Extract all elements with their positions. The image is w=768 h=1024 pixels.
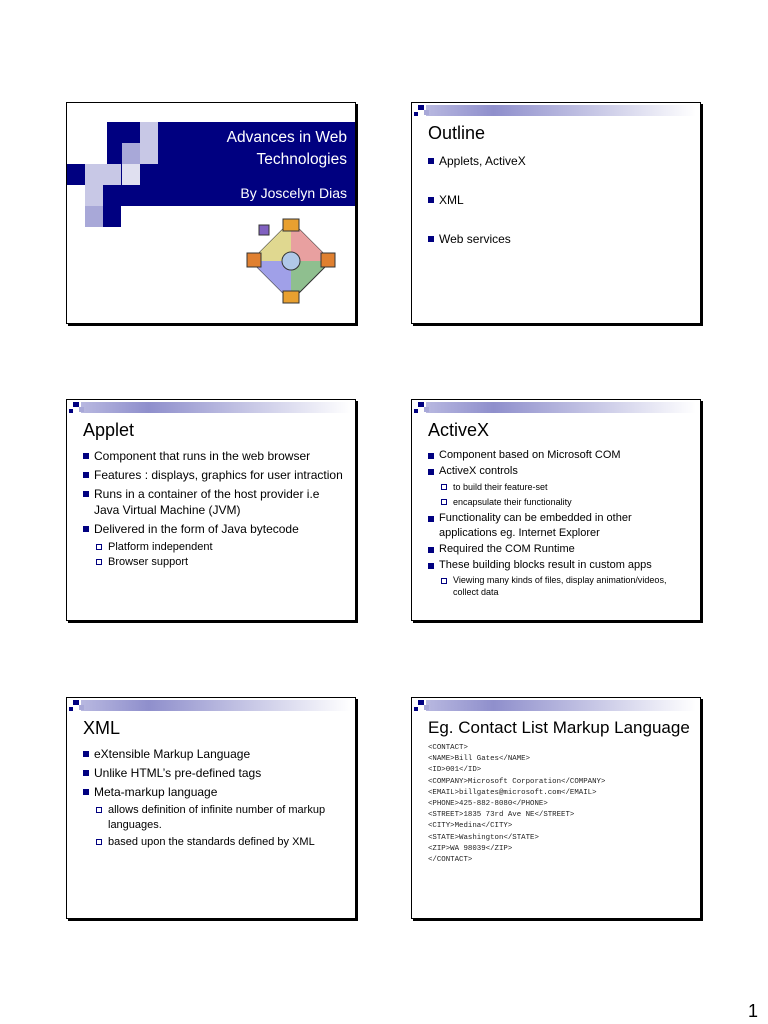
code-line: <CONTACT>	[428, 744, 468, 752]
slide-heading: ActiveX	[428, 420, 490, 440]
slide-heading: Outline	[428, 123, 486, 143]
sub-bullet-item: Browser support	[83, 555, 345, 569]
bullet-item: These building blocks result in custom apps	[428, 558, 690, 573]
slide-title	[66, 102, 356, 324]
slide-activex	[411, 399, 701, 621]
sub-bullet-item: based upon the standards defined by XML	[83, 835, 345, 850]
code-line: <PHONE>425-882-8080</PHONE>	[428, 800, 548, 809]
xml-code-block	[428, 743, 605, 866]
bullet-item: ActiveX controls	[428, 464, 690, 479]
sub-bullet-item: allows definition of infinite number of markup languages.	[83, 803, 345, 833]
sub-bullet-item: to build their feature-set	[428, 480, 690, 495]
code-line: <STATE>Washington</STATE>	[428, 833, 539, 842]
slide-outline	[411, 102, 701, 324]
bullet-item: Meta-markup language	[83, 784, 345, 800]
slide-xml	[66, 697, 356, 919]
slide-contact-list	[411, 697, 701, 919]
page-number: 1	[747, 1001, 758, 1021]
code-line: </CONTACT>	[428, 856, 473, 865]
corner-decoration	[412, 400, 701, 420]
slide-heading: XML	[83, 718, 121, 738]
code-line: <NAME>Bill Gates</NAME>	[428, 755, 531, 764]
corner-decoration	[412, 103, 701, 123]
bullet-item: Delivered in the form of Java bytecode	[83, 521, 345, 537]
slide-heading: Applet	[83, 420, 135, 440]
sub-bullet-item: encapsulate their functionality	[428, 495, 690, 510]
bullet-item: Features : displays, graphics for user intraction	[83, 467, 345, 483]
code-line: <EMAIL>billgates@microsoft.com</EMAIL>	[428, 788, 597, 797]
code-line: <STREET>1835 73rd Ave NE</STREET>	[428, 811, 575, 820]
slide-heading: Eg. Contact List Markup Language	[428, 718, 690, 737]
bullet-item: XML	[428, 192, 690, 208]
corner-decoration	[67, 400, 356, 420]
sub-bullet-item: Platform independent	[83, 540, 345, 554]
code-line: <COMPANY>Microsoft Corporation</COMPANY>	[428, 777, 606, 786]
bullet-item: Runs in a container of the host provider i.e Java Virtual Machine (JVM)	[83, 486, 345, 518]
bullet-item: Component that runs in the web browser	[83, 448, 345, 464]
code-line: <ID>001</ID>	[428, 766, 482, 775]
bullet-item: Component based on Microsoft COM	[428, 448, 690, 463]
corner-decoration	[412, 698, 701, 718]
presentation-author: By Joscelyn Dias	[240, 185, 347, 201]
slide-applet	[66, 399, 356, 621]
bullet-item: Functionality can be embedded in other applications eg. Internet Explorer	[428, 511, 690, 541]
bullet-item: Web services	[428, 231, 690, 247]
corner-decoration	[67, 698, 356, 718]
bullet-item: eXtensible Markup Language	[83, 746, 345, 762]
network-computers-icon	[245, 215, 337, 307]
bullet-item: Applets, ActiveX	[428, 153, 690, 169]
bullet-item: Unlike HTML’s pre-defined tags	[83, 765, 345, 781]
code-line: <ZIP>WA 98039</ZIP>	[428, 844, 513, 853]
code-line: <CITY>Medina</CITY>	[428, 822, 513, 831]
bullet-item: Required the COM Runtime	[428, 542, 690, 557]
sub-bullet-item: Viewing many kinds of files, display animation/videos, collect data	[428, 574, 690, 598]
presentation-title: Advances in Web Technologies	[226, 129, 347, 168]
